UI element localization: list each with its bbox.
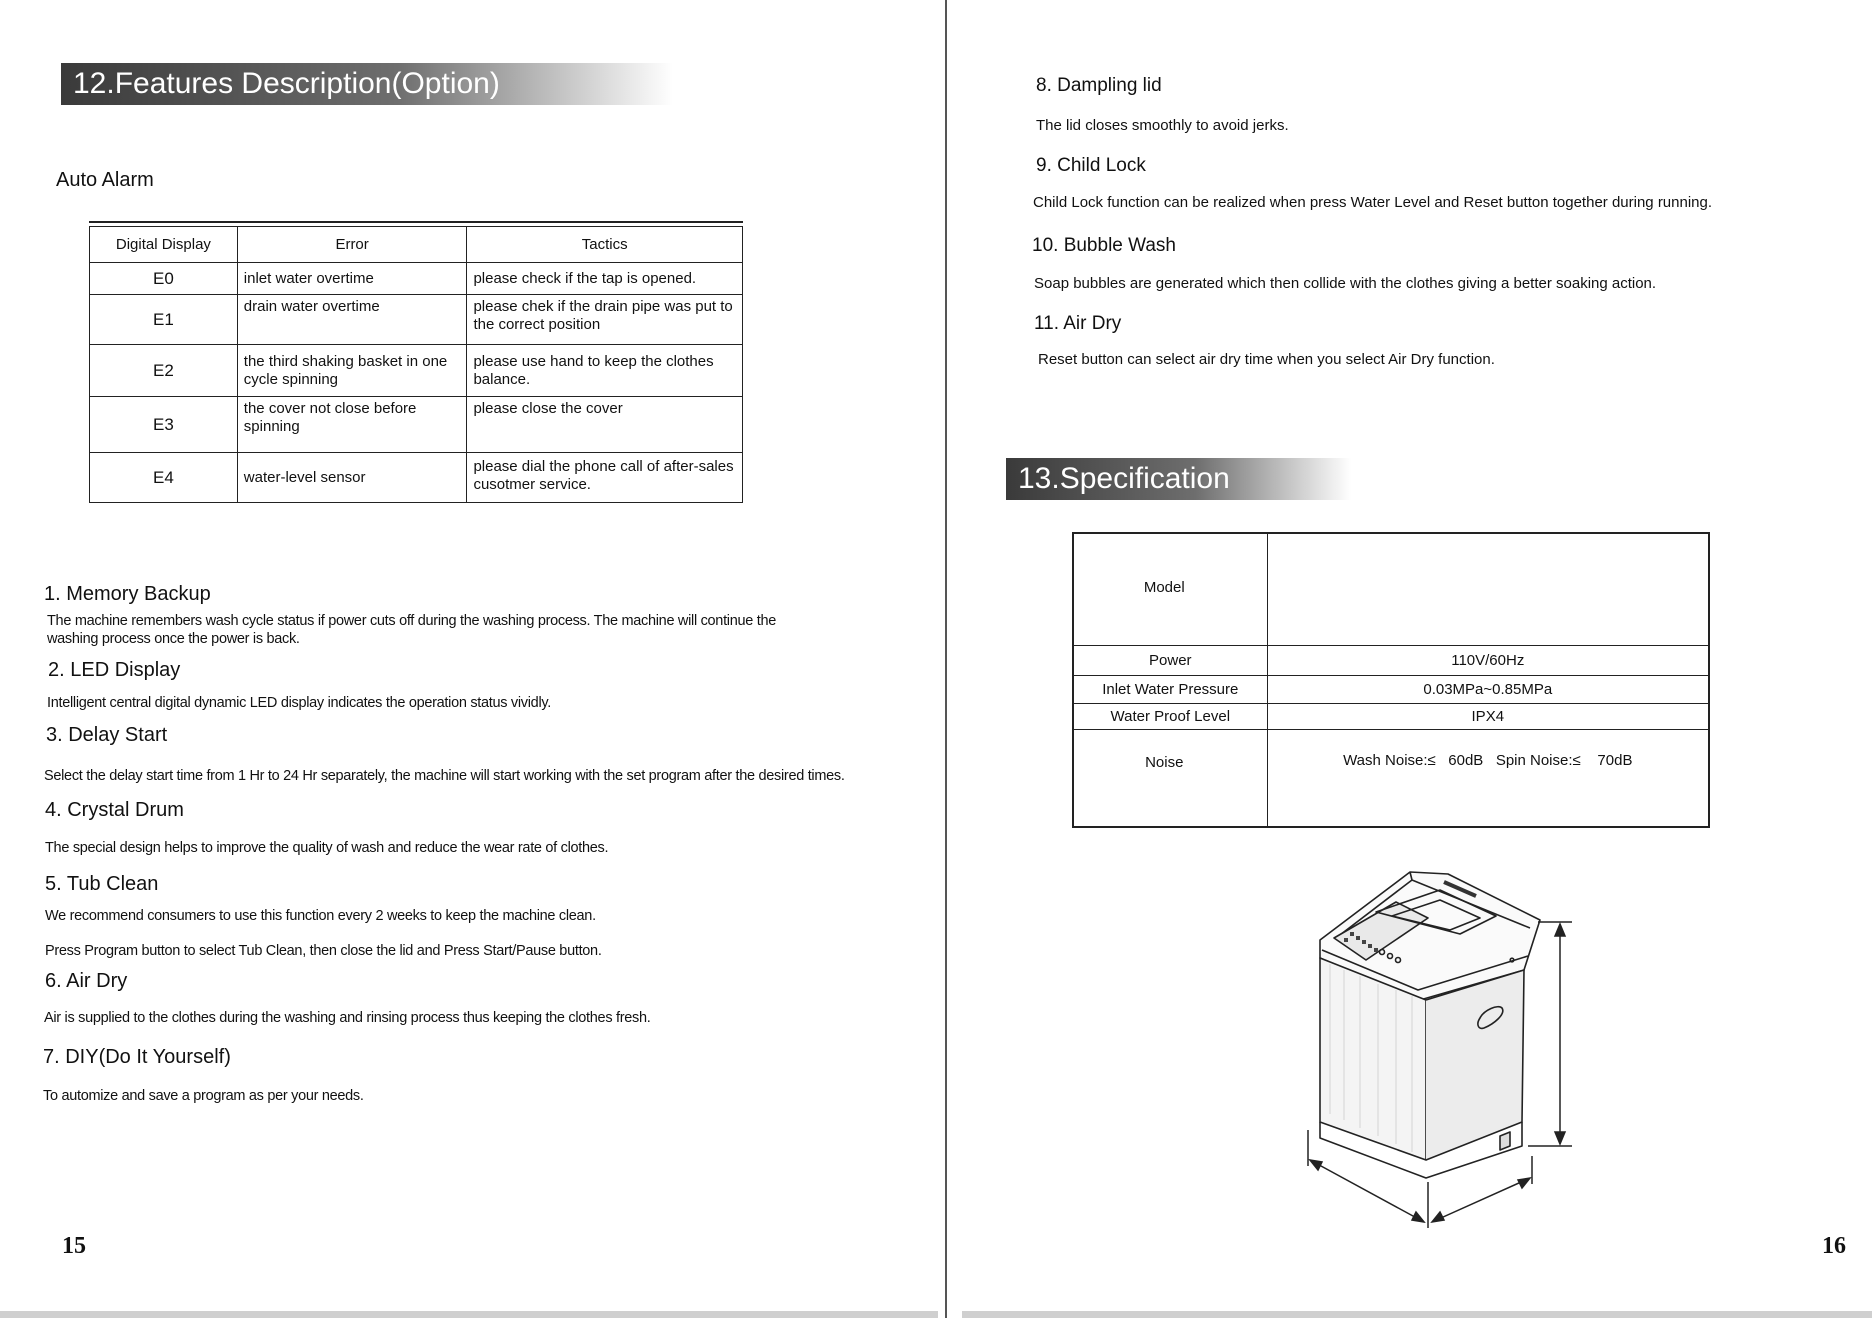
washing-machine-illustration: [1300, 860, 1600, 1240]
feature-desc: Select the delay start time from 1 Hr to 24 Hr separately, the machine will start working with the set program after the desired times.: [44, 768, 845, 784]
error-desc: the third shaking basket in one cycle spinning: [237, 345, 467, 397]
error-code: E3: [90, 397, 238, 453]
error-desc: drain water overtime: [237, 295, 467, 345]
feature-desc: Reset button can select air dry time when you select Air Dry function.: [1038, 351, 1495, 368]
tactics-desc: please chek if the drain pipe was put to the correct position: [467, 295, 743, 345]
table-row: [1073, 729, 1709, 827]
feature-desc-line: The machine remembers wash cycle status if power cuts off during the washing process. The machine will continue the: [47, 613, 777, 629]
feature-desc: The lid closes smoothly to avoid jerks.: [1036, 117, 1289, 134]
header-digital-display: Digital Display: [90, 227, 238, 263]
table-row: [1073, 533, 1709, 645]
section-title-features: 12.Features Description(Option): [61, 63, 673, 105]
feature-title: 3. Delay Start: [46, 724, 168, 746]
spec-value: Wash Noise:≤ 60dB Spin Noise:≤ 70dB: [1267, 729, 1709, 827]
section-title-specification: 13.Specification: [1006, 458, 1351, 500]
tactics-desc: please use hand to keep the clothes balance.: [467, 345, 743, 397]
feature-desc: [47, 612, 867, 648]
feature-desc-line: washing process once the power is back.: [47, 631, 300, 647]
tactics-desc: please check if the tap is opened.: [467, 263, 743, 295]
page-divider: [945, 0, 947, 1318]
error-desc: water-level sensor: [237, 453, 467, 503]
spec-label: Water Proof Level: [1073, 703, 1267, 729]
table-row: [1073, 703, 1709, 729]
alarm-table: [89, 226, 743, 503]
spec-value: 110V/60Hz: [1267, 645, 1709, 675]
feature-title: 5. Tub Clean: [45, 873, 159, 895]
page-number-right: 16: [1822, 1233, 1846, 1259]
feature-title: 4. Crystal Drum: [45, 799, 184, 821]
feature-title: 1. Memory Backup: [44, 583, 211, 605]
feature-desc: Soap bubbles are generated which then collide with the clothes giving a better soaking action.: [1034, 275, 1657, 292]
auto-alarm-title: Auto Alarm: [56, 169, 154, 191]
spec-label: Inlet Water Pressure: [1073, 675, 1267, 703]
error-code: E1: [90, 295, 238, 345]
error-code: E4: [90, 453, 238, 503]
header-tactics: Tactics: [467, 227, 743, 263]
feature-desc: We recommend consumers to use this function every 2 weeks to keep the machine clean.: [45, 908, 596, 924]
table-row: [90, 345, 743, 397]
table-row: [1073, 645, 1709, 675]
table-row: [1073, 675, 1709, 703]
alarm-table-header: [90, 227, 743, 263]
feature-title: 7. DIY(Do It Yourself): [43, 1046, 231, 1068]
feature-desc: Press Program button to select Tub Clean, then close the lid and Press Start/Pause button.: [45, 943, 602, 959]
error-desc: inlet water overtime: [237, 263, 467, 295]
feature-title: 8. Dampling lid: [1036, 75, 1162, 96]
spec-label: [1073, 533, 1267, 645]
spec-table: [1072, 532, 1710, 828]
feature-desc: To automize and save a program as per your needs.: [43, 1088, 364, 1104]
spec-value: 0.03MPa~0.85MPa: [1267, 675, 1709, 703]
spec-value: [1267, 533, 1709, 645]
spec-label-text: Model: [1143, 578, 1185, 596]
feature-title: 11. Air Dry: [1034, 313, 1122, 334]
page-number-left: 15: [62, 1233, 86, 1259]
feature-desc: The special design helps to improve the quality of wash and reduce the wear rate of clothes.: [45, 840, 609, 856]
table-row: [90, 453, 743, 503]
feature-title: 2. LED Display: [48, 659, 181, 681]
feature-desc: Air is supplied to the clothes during the washing and rinsing process thus keeping the clothes fresh.: [44, 1010, 651, 1026]
tactics-desc: please dial the phone call of after-sales cusotmer service.: [467, 453, 743, 503]
table-top-rule: [89, 221, 743, 223]
feature-desc: Child Lock function can be realized when press Water Level and Reset button together during running.: [1033, 194, 1713, 211]
spec-label: Power: [1073, 645, 1267, 675]
feature-title: 6. Air Dry: [45, 970, 128, 992]
table-row: [90, 295, 743, 345]
error-desc: the cover not close before spinning: [237, 397, 467, 453]
right-page-bottom-bar: [962, 1311, 1872, 1318]
feature-desc: Intelligent central digital dynamic LED display indicates the operation status vividly.: [47, 695, 551, 711]
error-code: E2: [90, 345, 238, 397]
feature-title: 10. Bubble Wash: [1032, 235, 1176, 256]
left-page-bottom-bar: [0, 1311, 938, 1318]
spec-label: [1073, 729, 1267, 827]
table-row: [90, 397, 743, 453]
tactics-desc: please close the cover: [467, 397, 743, 453]
header-error: Error: [237, 227, 467, 263]
error-code: E0: [90, 263, 238, 295]
table-row: [90, 263, 743, 295]
spec-value: IPX4: [1267, 703, 1709, 729]
spec-label-text: Noise: [1145, 753, 1184, 771]
feature-title: 9. Child Lock: [1036, 155, 1146, 176]
